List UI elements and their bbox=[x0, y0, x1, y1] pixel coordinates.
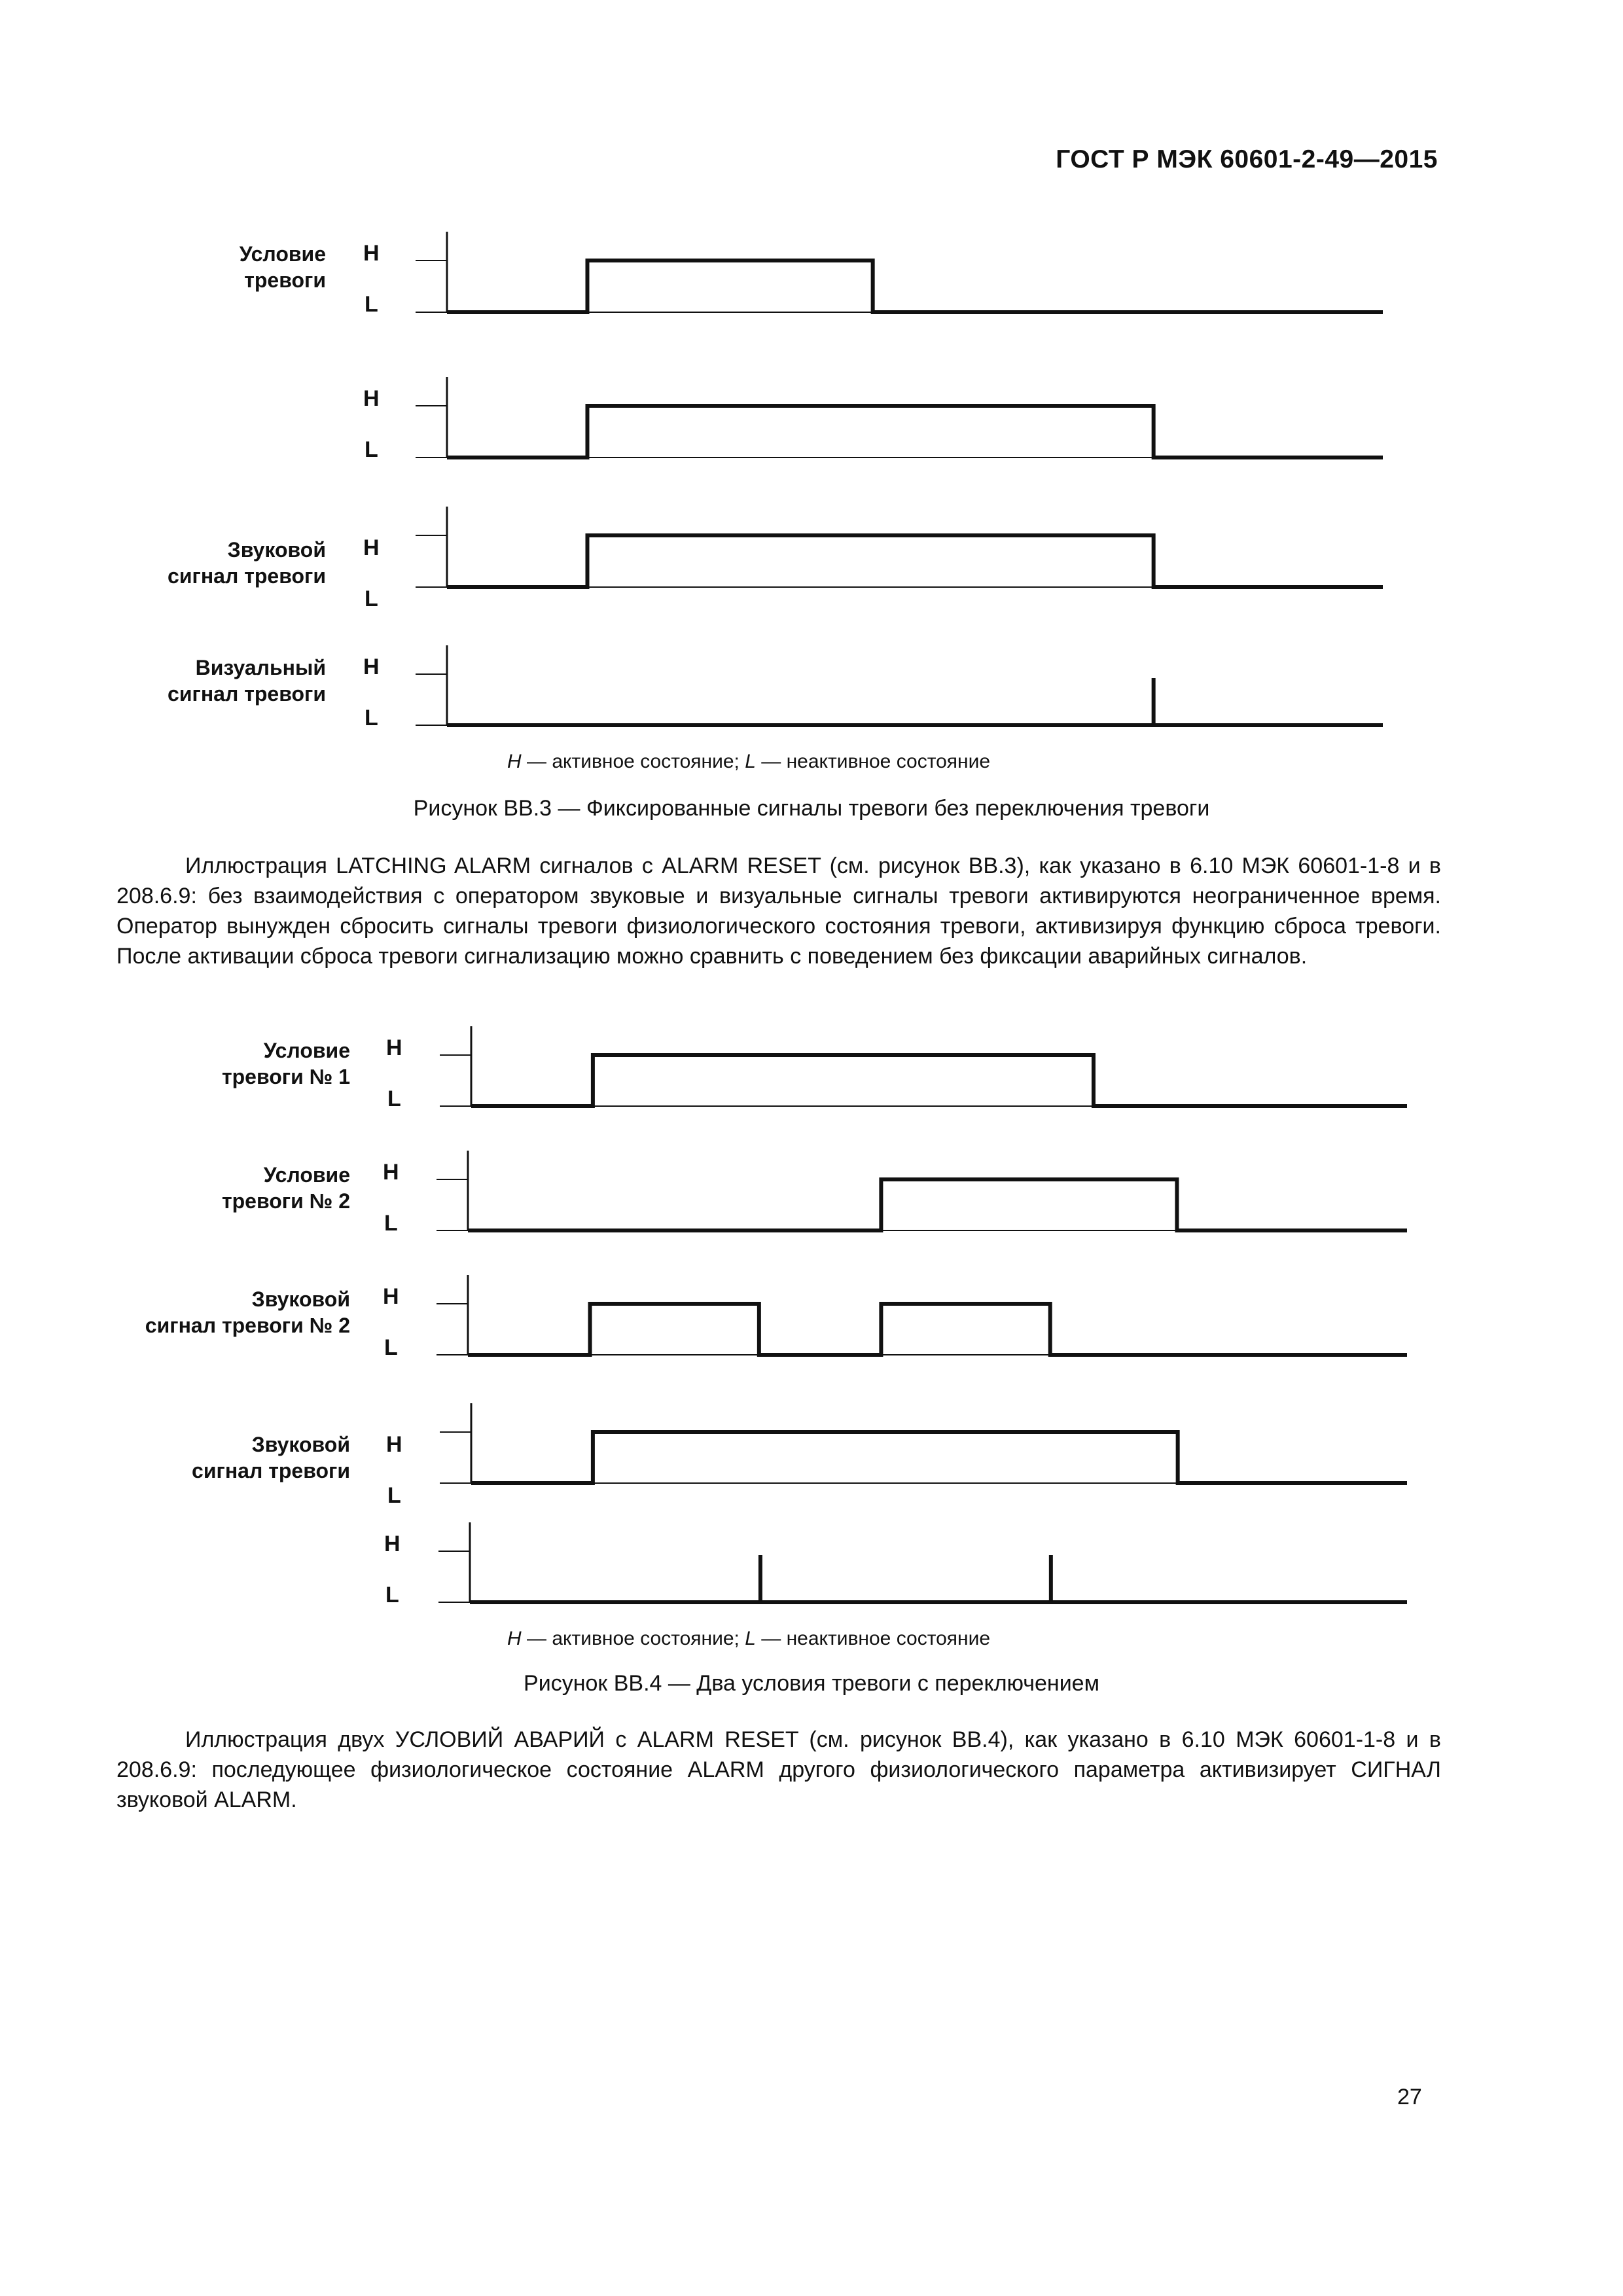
legend-h-symbol: H bbox=[507, 1628, 522, 1649]
h-label: H bbox=[384, 1532, 401, 1556]
h-label: H bbox=[383, 1284, 399, 1309]
row-label-line2: сигнал тревоги № 2 bbox=[145, 1314, 350, 1337]
h-label: H bbox=[363, 655, 380, 679]
l-label: L bbox=[365, 292, 378, 317]
legend-h-text: — активное состояние; bbox=[521, 751, 745, 772]
figure-bb4-row-2-label bbox=[118, 1162, 350, 1214]
figure-bb4-row-1-label bbox=[118, 1037, 350, 1090]
row-label-line2: тревоги bbox=[244, 268, 326, 292]
h-label: H bbox=[386, 1035, 402, 1060]
figure-bb4-row-4-label bbox=[118, 1431, 350, 1484]
legend-l-symbol: L bbox=[745, 751, 756, 772]
legend-l-text: — неактивное состояние bbox=[755, 751, 991, 772]
body-paragraph-2: Иллюстрация двух УСЛОВИЙ АВАРИЙ с ALARM RESET (см. рисунок ВВ.4), как указано в 6.10 МЭК 60601-1-8 и в 208.6.9: последующее физиологическое состояние ALARM другого физиологического параметра активизирует СИГНАЛ звуковой ALARM. bbox=[116, 1727, 1441, 1812]
row-label-line1: Условие bbox=[263, 1039, 350, 1062]
h-label: H bbox=[386, 1432, 402, 1457]
h-label: H bbox=[363, 241, 380, 266]
h-label: H bbox=[363, 386, 380, 411]
h-label: H bbox=[383, 1160, 399, 1185]
row-label-line2: сигнал тревоги bbox=[168, 682, 326, 706]
legend-h-text: — активное состояние; bbox=[521, 1628, 745, 1649]
row-label-line2: сигнал тревоги bbox=[192, 1459, 350, 1482]
figure-bb4-caption: Рисунок ВВ.4 — Два условия тревоги с переключением bbox=[524, 1671, 1099, 1696]
l-label: L bbox=[384, 1335, 398, 1360]
l-label: L bbox=[387, 1483, 401, 1508]
l-label: L bbox=[385, 1583, 399, 1607]
figure-bb3-caption: Рисунок ВВ.3 — Фиксированные сигналы тревоги без переключения тревоги bbox=[413, 796, 1210, 821]
figure-bb4-row-3-label bbox=[118, 1286, 350, 1338]
legend-l-text: — неактивное состояние bbox=[755, 1628, 991, 1649]
signal-waveform bbox=[471, 1432, 1407, 1483]
row-label-line1: Звуковой bbox=[251, 1433, 350, 1456]
row-label-line1: Условие bbox=[263, 1163, 350, 1187]
row-label-line2: тревоги № 1 bbox=[221, 1065, 350, 1088]
h-label: H bbox=[363, 535, 380, 560]
l-label: L bbox=[384, 1211, 398, 1236]
l-label: L bbox=[387, 1086, 401, 1111]
document-header: ГОСТ Р МЭК 60601-2-49—2015 bbox=[1056, 145, 1438, 173]
row-label-line1: Звуковой bbox=[227, 538, 326, 562]
l-label: L bbox=[365, 437, 378, 462]
row-label-line2: сигнал тревоги bbox=[168, 564, 326, 588]
signal-waveform bbox=[468, 1304, 1407, 1355]
legend-h-symbol: H bbox=[507, 751, 522, 772]
row-label-line1: Звуковой bbox=[251, 1287, 350, 1311]
signal-waveform bbox=[468, 1179, 1407, 1230]
l-label: L bbox=[365, 706, 378, 730]
signal-waveform bbox=[471, 1055, 1407, 1106]
body-paragraph-1: Иллюстрация LATCHING ALARM сигналов с ALARM RESET (см. рисунок ВВ.3), как указано в 6.10 МЭК 60601-1-8 и в 208.6.9: без взаимодействия с оператором звуковые и визуальные сигналы тревоги активируются неограниченное время. Оператор вынужден сбросить сигналы тревоги физиологического состояния тревоги, активизируя функцию сброса тревоги. После активации сброса тревоги сигнализацию можно сравнить с поведением без фиксации аварийных сигналов. bbox=[116, 853, 1441, 969]
row-label-line1: Визуальный bbox=[195, 656, 326, 679]
page-number: 27 bbox=[1397, 2085, 1422, 2109]
legend-l-symbol: L bbox=[745, 1628, 756, 1649]
row-label-line1: Условие bbox=[239, 242, 326, 266]
l-label: L bbox=[365, 586, 378, 611]
row-label-line2: тревоги № 2 bbox=[221, 1189, 350, 1213]
